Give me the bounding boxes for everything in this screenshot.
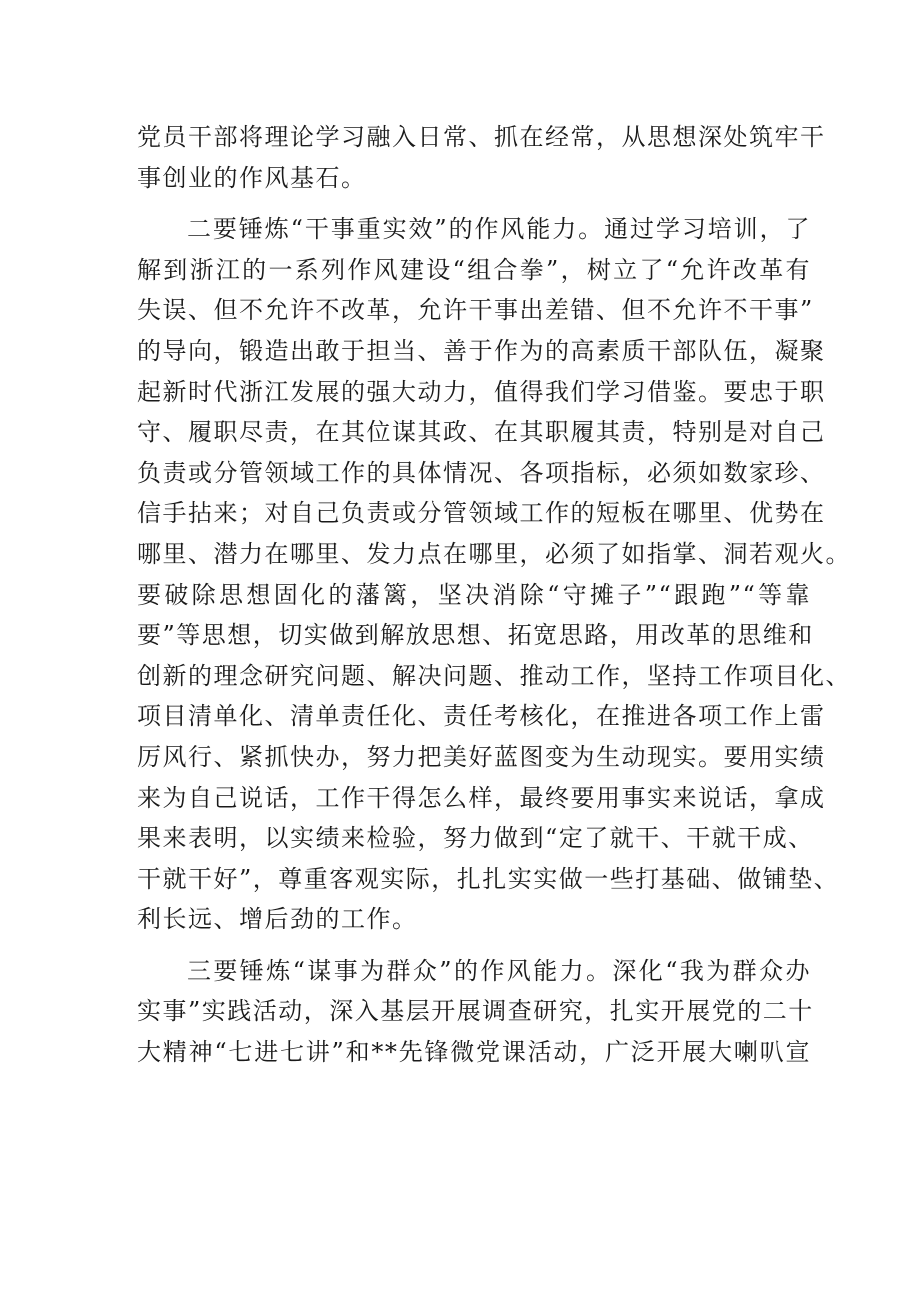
text-line: 哪里、潜力在哪里、发力点在哪里，必须了如指掌、洞若观火。 xyxy=(137,539,851,568)
paragraph-2 xyxy=(137,209,851,940)
document-body xyxy=(137,117,851,1073)
text-line: 三要锤炼“谋事为群众”的作风能力。深化“我为群众办 xyxy=(187,956,811,985)
text-line: 的导向，锻造出敢于担当、善于作为的高素质干部队伍，凝聚 xyxy=(137,336,826,365)
text-line: 干就干好”，尊重客观实际，扎扎实实做一些打基础、做铺垫、 xyxy=(137,864,840,893)
text-line: 要”等思想，切实做到解放思想、拓宽思路，用改革的思维和 xyxy=(137,621,814,650)
paragraph-3 xyxy=(137,951,814,1073)
text-line: 失误、但不允许不改革，允许干事出差错、但不允许不干事” xyxy=(137,296,814,325)
text-line: 党员干部将理论学习融入日常、抓在经常，从思想深处筑牢干 xyxy=(137,123,826,151)
text-line: 负责或分管领域工作的具体情况、各项指标，必须如数家珍、 xyxy=(137,458,826,487)
text-line: 果来表明，以实绩来检验，努力做到“定了就干、干就干成、 xyxy=(137,824,814,853)
text-line: 信手拈来；对自己负责或分管领域工作的短板在哪里、优势在 xyxy=(137,499,826,528)
text-line: 项目清单化、清单责任化、责任考核化，在推进各项工作上雷 xyxy=(137,702,826,731)
text-line: 大精神“七进七讲”和**先锋微党课活动，广泛开展大喇叭宣 xyxy=(137,1038,811,1067)
text-line: 厉风行、紧抓快办，努力把美好蓝图变为生动现实。要用实绩 xyxy=(137,742,826,771)
text-line: 来为自己说话，工作干得怎么样，最终要用事实来说话，拿成 xyxy=(137,783,826,812)
text-line: 二要锤炼“干事重实效”的作风能力。通过学习培训，了 xyxy=(187,215,811,244)
text-line: 要破除思想固化的藩篱，坚决消除“守摊子”“跟跑”“等靠 xyxy=(137,580,811,609)
text-line: 解到浙江的一系列作风建设“组合拳”，树立了“允许改革有 xyxy=(137,255,811,284)
paragraph-1 xyxy=(137,117,826,198)
text-line: 利长远、增后劲的工作。 xyxy=(137,905,418,934)
text-line: 起新时代浙江发展的强大动力，值得我们学习借鉴。要忠于职 xyxy=(137,377,826,406)
text-line: 创新的理念研究问题、解决问题、推动工作，坚持工作项目化、 xyxy=(137,661,851,690)
text-line: 事创业的作风基石。 xyxy=(137,163,367,192)
text-line: 守、履职尽责，在其位谋其政、在其职履其责，特别是对自己 xyxy=(137,418,826,447)
text-line: 实事”实践活动，深入基层开展调查研究，扎实开展党的二十 xyxy=(137,997,814,1026)
